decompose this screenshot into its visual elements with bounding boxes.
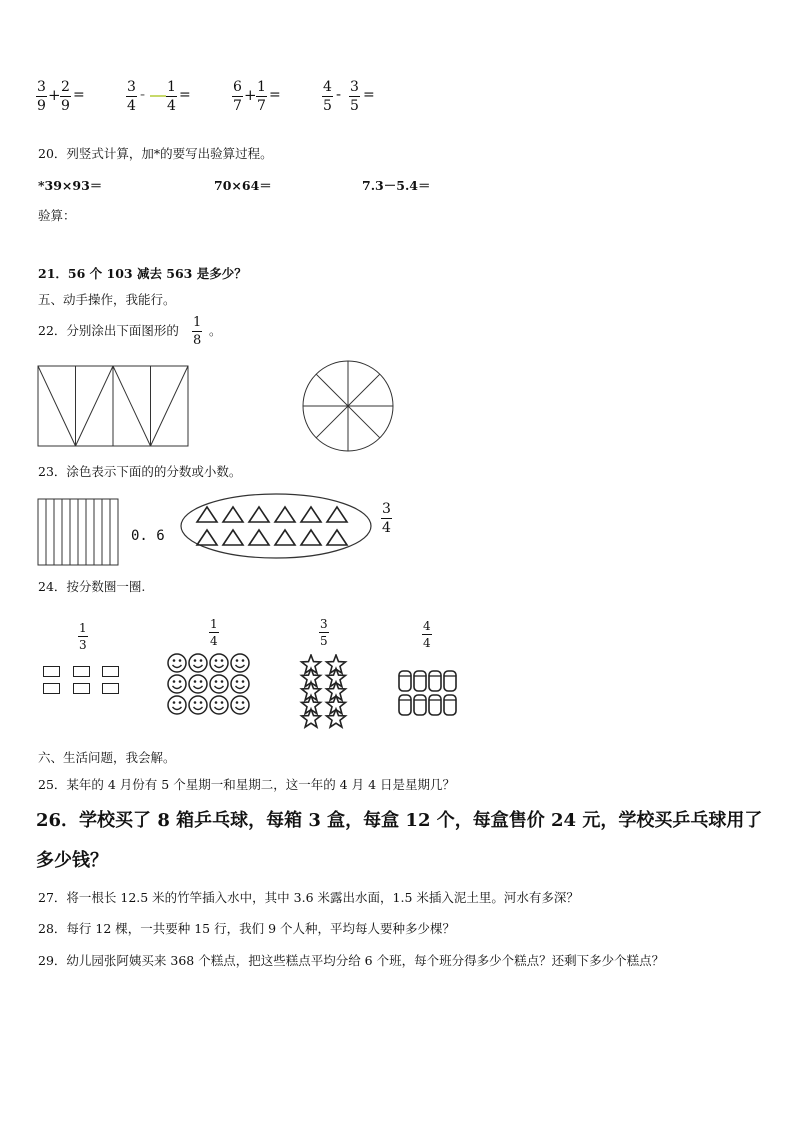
- triangle-icon: [327, 530, 347, 545]
- triangle-icon: [301, 507, 321, 522]
- triangle-icon: [197, 530, 217, 545]
- q24-star-group: [296, 654, 352, 730]
- cylinder-icon: [444, 671, 456, 691]
- q26-question-line-1: 26．学校买了 8 箱乒乓球，每箱 3 盒，每盒 12 个，每盒售价 24 元，学校买乒乓球用了: [36, 810, 763, 831]
- smiley-icon: [168, 654, 186, 672]
- q24-fraction-1: 1 3: [79, 621, 87, 652]
- cylinder-icon: [399, 695, 411, 715]
- q29-question: 29．幼儿园张阿姨买来 368 个糕点，把这些糕点平均分给 6 个班，每个班分得多少个糕点？还剩下多少个糕点？: [38, 953, 665, 968]
- cylinder-icon: [399, 671, 411, 691]
- q23-decimal-label: 0. 6: [131, 528, 165, 544]
- q22-rectangle-figure: [36, 364, 192, 450]
- smiley-icon: [189, 654, 207, 672]
- q24-fraction-4: 4 4: [423, 619, 431, 650]
- q23-fraction: 3 4: [382, 501, 391, 536]
- highlight-mark: [150, 95, 166, 97]
- triangle-icon: [275, 507, 295, 522]
- smiley-icon: [189, 675, 207, 693]
- fraction: 3 9: [37, 79, 46, 114]
- q24-fraction-3: 3 5: [320, 617, 328, 648]
- triangle-icon: [275, 530, 295, 545]
- q20-check-label: 验算：: [38, 208, 76, 223]
- equals-sign: =: [179, 87, 191, 103]
- q28-question: 28．每行 12 棵，一共要种 15 行，我们 9 个人种，平均每人要种多少棵？: [38, 921, 456, 936]
- fraction: 3 5: [350, 79, 359, 114]
- smiley-icon: [231, 675, 249, 693]
- fraction: 1 7: [257, 79, 266, 114]
- q23-bar-figure: [37, 498, 121, 568]
- equals-sign: =: [363, 87, 375, 103]
- triangle-icon: [197, 507, 217, 522]
- triangle-icon: [249, 507, 269, 522]
- q22-suffix: 。: [209, 323, 222, 338]
- fraction: 3 4: [127, 79, 136, 114]
- smiley-icon: [231, 654, 249, 672]
- cylinder-icon: [414, 671, 426, 691]
- operator: -: [336, 85, 342, 103]
- smiley-icon: [231, 696, 249, 714]
- q21-question: 21．56 个 103 减去 563 是多少？: [38, 266, 247, 281]
- star-icon: [302, 709, 321, 727]
- cylinder-icon: [444, 695, 456, 715]
- triangle-icon: [249, 530, 269, 545]
- q24-title: 24．按分数圈一圈.: [38, 579, 146, 594]
- q20-item-2: 70×64＝: [214, 178, 272, 193]
- q27-question: 27．将一根长 12.5 米的竹竿插入水中，其中 3.6 米露出水面，1.5 米插入泥土里。河水有多深？: [38, 890, 579, 905]
- q25-question: 25．某年的 4 月份有 5 个星期一和星期二，这一年的 4 月 4 日是星期几？: [38, 777, 456, 792]
- q20-title: 20．列竖式计算，加*的要写出验算过程。: [38, 146, 273, 161]
- fraction: 2 9: [61, 79, 70, 114]
- q20-item-1: *39×93＝: [38, 178, 103, 193]
- q24-cylinder-group: [396, 668, 462, 720]
- rectangle-icon: [102, 683, 119, 694]
- rectangle-icon: [102, 666, 119, 677]
- triangle-icon: [327, 507, 347, 522]
- q23-triangle-oval-figure: [178, 491, 374, 561]
- q22-circle-figure: [300, 360, 398, 454]
- rectangle-icon: [43, 683, 60, 694]
- q22-fraction: 1 8: [193, 315, 202, 348]
- operator: +: [244, 86, 257, 104]
- smiley-icon: [168, 675, 186, 693]
- cylinder-icon: [429, 695, 441, 715]
- triangle-icon: [223, 530, 243, 545]
- smiley-icon: [210, 696, 228, 714]
- rectangle-icon: [73, 683, 90, 694]
- rectangle-icon: [43, 666, 60, 677]
- cylinder-icon: [414, 695, 426, 715]
- smiley-icon: [189, 696, 207, 714]
- smiley-icon: [168, 696, 186, 714]
- triangle-icon: [301, 530, 321, 545]
- rectangle-icon: [73, 666, 90, 677]
- fraction: 1 4: [167, 79, 176, 114]
- q24-fraction-2: 1 4: [210, 617, 218, 648]
- star-icon: [327, 709, 346, 727]
- q23-title: 23．涂色表示下面的的分数或小数。: [38, 464, 242, 479]
- operator: -: [140, 85, 146, 103]
- section-6-title: 六、生活问题，我会解。: [38, 750, 176, 765]
- cylinder-icon: [429, 671, 441, 691]
- section-5-title: 五、动手操作，我能行。: [38, 292, 176, 307]
- smiley-icon: [210, 654, 228, 672]
- q24-smiley-group: [166, 652, 258, 718]
- fraction: 6 7: [233, 79, 242, 114]
- q26-question-line-2: 多少钱？: [36, 850, 108, 871]
- equals-sign: =: [73, 87, 85, 103]
- q20-item-3: 7.3－5.4＝: [362, 178, 431, 193]
- equals-sign: =: [269, 87, 281, 103]
- fraction: 4 5: [323, 79, 332, 114]
- triangle-icon: [223, 507, 243, 522]
- operator: +: [48, 86, 61, 104]
- smiley-icon: [210, 675, 228, 693]
- q22-prefix: 22．分别涂出下面图形的: [38, 323, 179, 338]
